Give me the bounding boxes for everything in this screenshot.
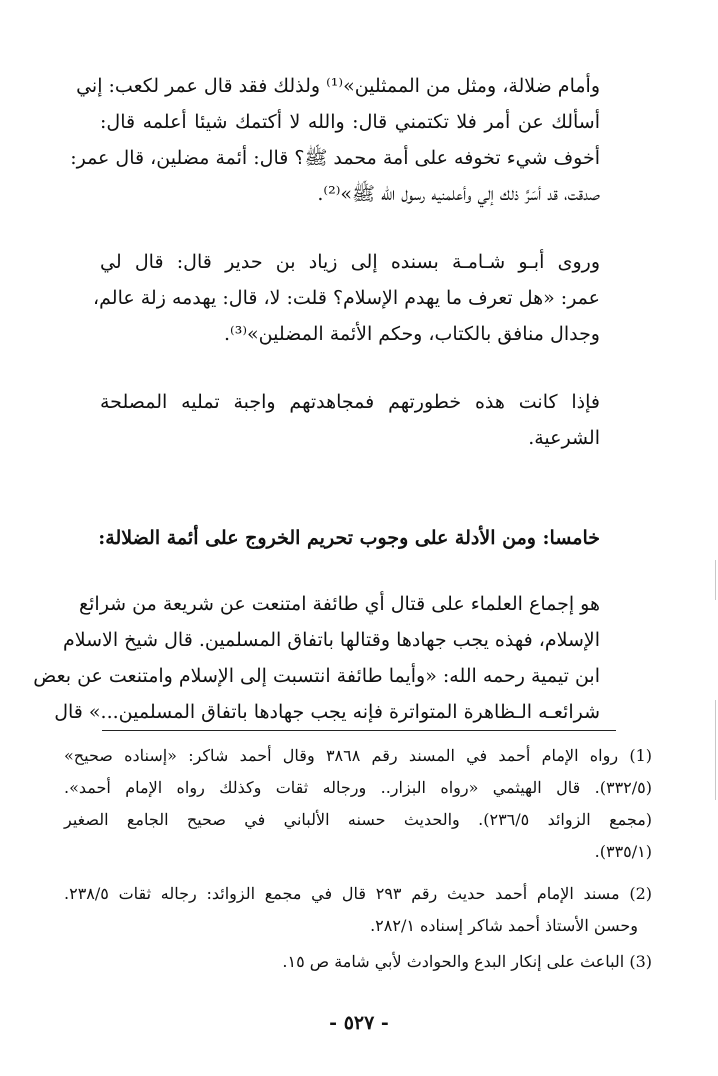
footnote-1-line-1: (1) رواه الإمام أحمد في المسند رقم ٣٨٦٨ وقال أحمد شاكر: «إسناده صحيح» bbox=[64, 746, 652, 765]
footnote-2 bbox=[64, 878, 652, 942]
paragraph-4-line-2: الإسلام، فهذه يجب جهادها وقتالها باتفاق المسلمين. قال شيخ الاسلام bbox=[62, 629, 600, 651]
footnote-1 bbox=[64, 740, 652, 868]
paragraph-3-line-2: الشرعية. bbox=[528, 427, 600, 449]
paragraph-2-line-2: عمر: «هل تعرف ما يهدم الإسلام؟ قلت: لا، قال: يهدمه زلة عالم، bbox=[93, 287, 600, 309]
paragraph-4-line-1: هو إجماع العلماء على قتال أي طائفة امتنعت عن شريعة من شرائع bbox=[79, 593, 600, 615]
footnote-separator bbox=[102, 730, 616, 731]
paragraph-1-line-4: صدقت، قد أسَرَّ ذلك إلي وأعلمنيه رسول الله ﷺ»⁽²⁾. bbox=[317, 183, 600, 205]
paragraph-3 bbox=[100, 384, 600, 456]
paragraph-4 bbox=[33, 586, 600, 730]
footnote-2-line-1: (2) مسند الإمام أحمد حديث رقم ٢٩٣ قال في مجمع الزوائد: رجاله ثقات ٢٣٨/٥. bbox=[64, 884, 653, 903]
section-heading bbox=[100, 520, 600, 556]
section-heading-text: خامسا: ومن الأدلة على وجوب تحريم الخروج على أئمة الضلالة: bbox=[98, 527, 600, 549]
page-number: - ٥٢٧ - bbox=[329, 1012, 389, 1034]
paragraph-1-line-2: أسألك عن أمر فلا تكتمني قال: والله لا أكتمك شيئا أعلمه قال: bbox=[100, 111, 600, 133]
paragraph-2-line-1: وروى أبـو شـامـة بسنده إلى زياد بن حدير قال: قال لي bbox=[100, 251, 600, 273]
paragraph-4-line-3: ابن تيمية رحمه الله: «وأيما طائفة انتسبت إلى الإسلام وامتنعت عن بعض bbox=[33, 665, 600, 687]
paragraph-3-line-1: فإذا كانت هذه خطورتهم فمجاهدتهم واجبة تمليه المصلحة bbox=[100, 391, 600, 413]
footnote-3-line-1: (3) الباعث على إنكار البدع والحوادث لأبي شامة ص ١٥. bbox=[282, 952, 652, 971]
footnote-1-line-3: (مجمع الزوائد ٢٣٦/٥). والحديث حسنه الألباني في صحيح الجامع الصغير bbox=[64, 810, 653, 829]
paragraph-2 bbox=[93, 244, 600, 352]
footnote-2-line-2: وحسن الأستاذ أحمد شاكر إسناده ٢٨٢/١. bbox=[370, 916, 638, 935]
scan-margin-mark-2 bbox=[715, 700, 716, 800]
footnote-1-line-2: (٣٣٢/٥). قال الهيثمي «رواه البزار.. ورجاله ثقات وكذلك رواه الإمام أحمد». bbox=[64, 778, 652, 797]
footnote-3 bbox=[64, 946, 652, 978]
paragraph-1-line-1: وأمام ضلالة، ومثل من الممثلين»⁽¹⁾ ولذلك فقد قال عمر لكعب: إني bbox=[76, 75, 600, 97]
paragraph-1-line-3: أخوف شيء تخوفه على أمة محمد ﷺ؟ قال: أئمة مضلين، قال عمر: bbox=[70, 147, 600, 169]
scan-margin-mark-1 bbox=[715, 560, 716, 600]
paragraph-1 bbox=[70, 68, 600, 212]
paragraph-2-line-3: وجدال منافق بالكتاب، وحكم الأئمة المضلين»⁽³⁾. bbox=[224, 323, 600, 345]
paragraph-4-line-4: شرائعـه الـظاهرة المتواترة فإنه يجب جهادها باتفاق المسلمين...» قال bbox=[54, 701, 600, 723]
footnote-1-line-4: (٣٣٥/١). bbox=[594, 842, 652, 861]
